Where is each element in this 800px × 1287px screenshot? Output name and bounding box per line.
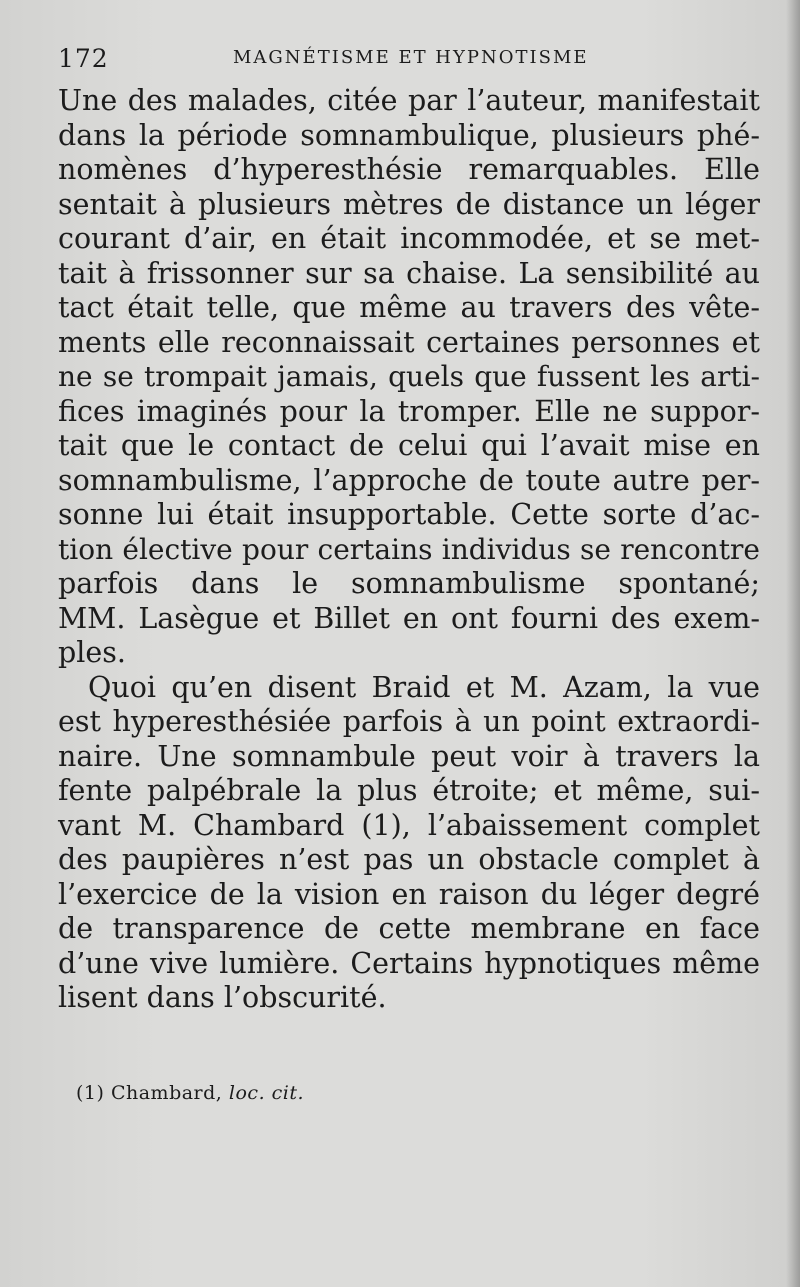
text-line: tion élective pour certains individus se rencontre [58, 532, 760, 566]
text-line: ples. [58, 636, 126, 669]
text-line: fente palpébrale la plus étroite; et même, sui- [58, 774, 760, 807]
text-line: courant d’air, en était incommodée, et se met- [58, 222, 760, 255]
footnote-reference: loc. cit. [228, 1082, 305, 1104]
text-line: Quoi qu’en disent Braid et M. Azam, la vue [88, 670, 760, 704]
text-line: naire. Une somnambule peut voir à travers la [58, 739, 760, 773]
text-line: est hyperesthésiée parfois à un point extraordi- [58, 705, 760, 738]
text-line: MM. Lasègue et Billet en ont fourni des exem- [58, 601, 760, 635]
text-line: ments elle reconnaissait certaines personnes et [58, 325, 760, 359]
body-text [58, 84, 760, 1016]
footnote-citation: (1) Chambard, [76, 1082, 223, 1104]
text-line: tait à frissonner sur sa chaise. La sensibilité au [58, 256, 760, 290]
text-line: dans la période somnambulique, plusieurs phé- [58, 118, 760, 152]
text-line: somnambulisme, l’approche de toute autre per- [58, 463, 760, 497]
text-line: nomènes d’hyperesthésie remarquables. Elle [58, 153, 760, 186]
text-line: fices imaginés pour la tromper. Elle ne suppor- [58, 394, 760, 428]
text-line: de transparence de cette membrane en face [58, 912, 760, 945]
text-line: sentait à plusieurs mètres de distance un léger [58, 187, 760, 221]
text-line: d’une vive lumière. Certains hypnotiques même [58, 946, 760, 980]
page-number: 172 [58, 44, 109, 73]
text-line: des paupières n’est pas un obstacle complet à [58, 843, 760, 876]
page-header [58, 44, 758, 72]
text-line: l’exercice de la vision en raison du léger degré [58, 877, 760, 911]
text-line: vant M. Chambard (1), l’abaissement complet [58, 808, 760, 842]
footnote [76, 1082, 304, 1104]
running-title: MAGNÉTISME ET HYPNOTISME [233, 47, 589, 68]
text-line: Une des malades, citée par l’auteur, manifestait [58, 84, 760, 117]
text-line: ne se trompait jamais, quels que fussent les arti- [58, 360, 760, 393]
text-line: parfois dans le somnambulisme spontané; [58, 567, 760, 600]
text-line: tait que le contact de celui qui l’avait mise en [58, 429, 760, 462]
text-line: lisent dans l’obscurité. [58, 981, 387, 1014]
text-line: tact était telle, que même au travers des vête- [58, 291, 760, 324]
text-line: sonne lui était insupportable. Cette sorte d’ac- [58, 498, 760, 531]
